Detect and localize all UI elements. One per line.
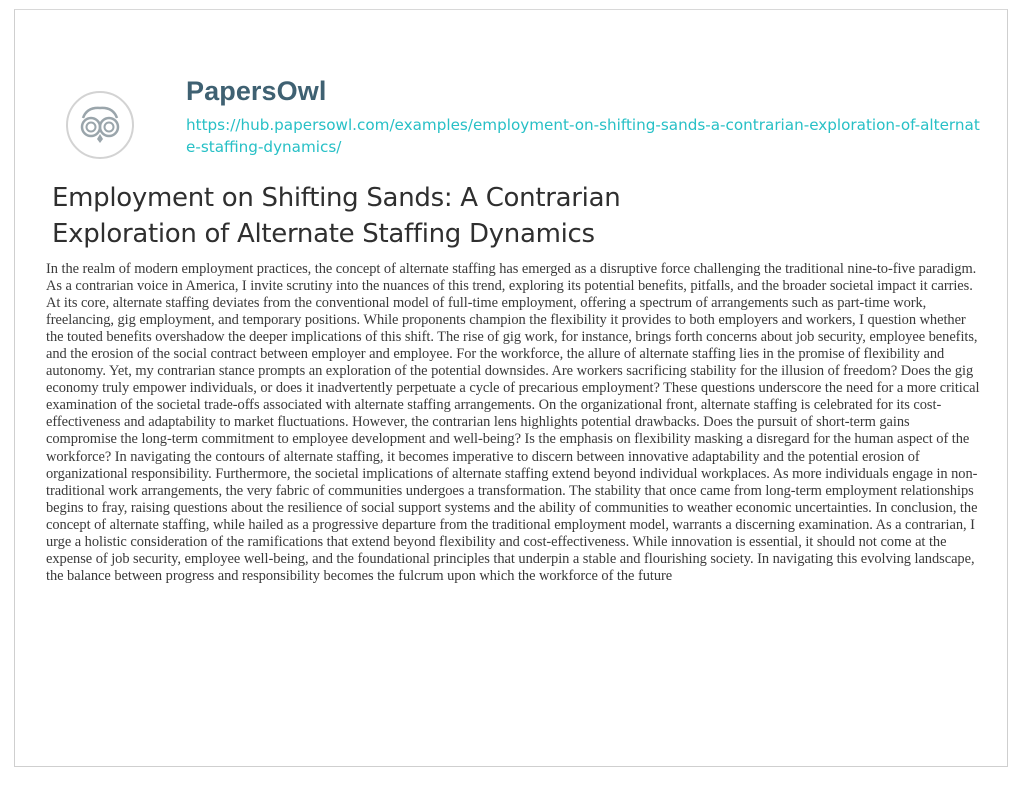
- essay-title: Employment on Shifting Sands: A Contrarian Exploration of Alternate Staffing Dynamics: [52, 183, 621, 249]
- owl-logo-icon: [65, 90, 135, 160]
- essay-body: In the realm of modern employment practices, the concept of alternate staffing has emerged as a disruptive force challenging the traditional nine-to-five paradigm. As a contrarian voice in America, I invite scrutiny into the nuances of this trend, exploring its potential benefits, pitfalls, and the broader societal impact it carries. At its core, alternate staffing deviates from the conventional model of full-time employment, offering a spectrum of arrangements such as part-time work, freelancing, gig employment, and temporary positions. While proponents champion the flexibility it provides to both employers and workers, I question whether the touted benefits overshadow the deeper implications of this shift. The rise of gig work, for instance, brings forth concerns about job security, employee benefits, and the erosion of the social contract between employer and employee. For the workforce, the allure of alternate staffing lies in the promise of flexibility and autonomy. Yet, my contrarian stance prompts an exploration of the potential downsides. Are workers sacrificing stability for the illusion of freedom? Does the gig economy truly empower individuals, or does it inadvertently perpetuate a cycle of precarious employment? These questions underscore the need for a more critical examination of the societal trade-offs associated with alternate staffing arrangements. On the organizational front, alternate staffing is celebrated for its cost-effectiveness and adaptability to market fluctuations. However, the contrarian lens highlights potential drawbacks. Does the pursuit of short-term gains compromise the long-term commitment to employee development and well-being? Is the emphasis on flexibility masking a disregard for the human aspect of the workforce? In navigating the contours of alternate staffing, it becomes imperative to discern between innovative adaptability and the potential erosion of organizational responsibility. Furthermore, the societal implications of alternate staffing extend beyond individual workplaces. As more individuals engage in non-traditional work arrangements, the very fabric of communities undergoes a transformation. The stability that once came from long-term employment relationships begins to fray, raising questions about the resilience of social support systems and the ability of communities to weather economic uncertainties. In conclusion, the concept of alternate staffing, while hailed as a progressive departure from the traditional employment model, warrants a discerning examination. As a contrarian, I urge a holistic consideration of the ramifications that extend beyond flexibility and cost-effectiveness. While innovation is essential, it should not come at the expense of job security, employee well-being, and the foundational principles that underpin a stable and flourishing society. In navigating this evolving landscape, the balance between progress and responsibility becomes the fulcrum upon which the workforce of the future: [46, 261, 980, 584]
- source-url-link[interactable]: https://hub.papersowl.com/examples/employment-on-shifting-sands-a-contrarian-exploration-of-alternate-staffing-dynamics/: [186, 116, 980, 156]
- document-page: [14, 9, 1008, 767]
- brand-name: PapersOwl: [186, 76, 327, 106]
- document-header: [49, 54, 989, 164]
